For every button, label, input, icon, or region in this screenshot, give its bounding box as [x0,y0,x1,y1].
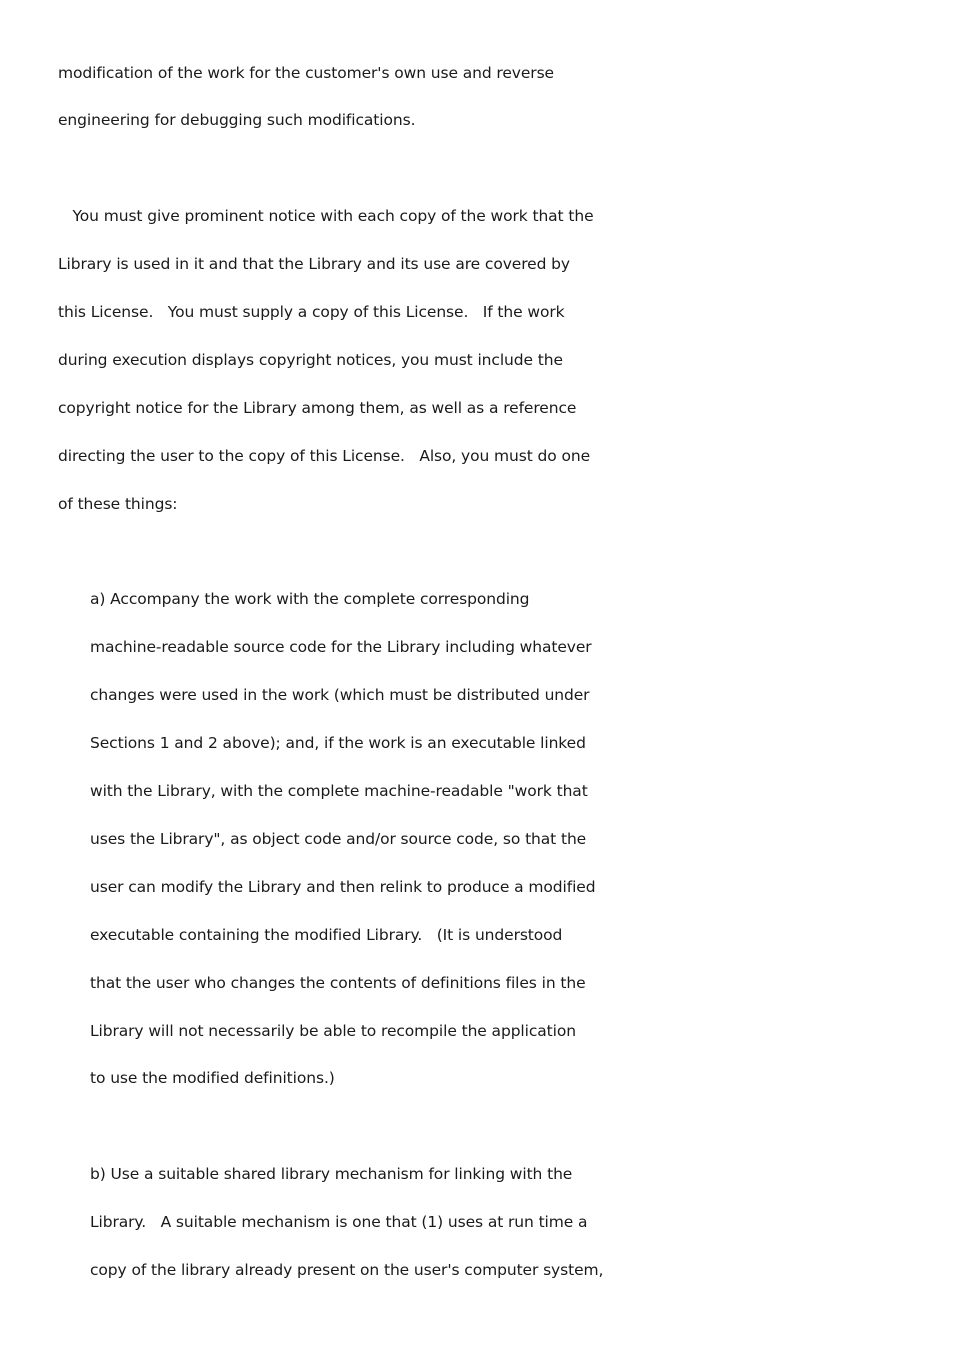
text-line: during execution displays copyright notices, you must include the [58,351,563,369]
text-line: machine-readable source code for the Library including whatever [90,638,592,656]
text-line: uses the Library", as object code and/or source code, so that the [90,830,587,848]
text-line: with the Library, with the complete machine-readable "work that [90,782,588,800]
text-line: copyright notice for the Library among them, as well as a reference [58,399,577,417]
text-line: user can modify the Library and then relink to produce a modified [90,878,596,896]
text-line: of these things: [58,495,178,513]
text-line: You must give prominent notice with each copy of the work that the [58,207,594,225]
text-line: Library is used in it and that the Library and its use are covered by [58,255,570,273]
text-line: that the user who changes the contents of definitions files in the [90,974,586,992]
text-line: to use the modified definitions.) [90,1069,335,1087]
text-line: executable containing the modified Library. (It is understood [90,926,563,944]
text-line: a) Accompany the work with the complete corresponding [90,590,530,608]
text-line: modification of the work for the customer's own use and reverse [58,64,554,82]
text-line: b) Use a suitable shared library mechanism for linking with the [90,1165,573,1183]
text-line: Library. A suitable mechanism is one that (1) uses at run time a [90,1213,588,1231]
text-line: directing the user to the copy of this License. Also, you must do one [58,447,591,465]
text-line: Library will not necessarily be able to recompile the application [90,1022,576,1040]
text-line: engineering for debugging such modifications. [58,111,416,129]
text-line: copy of the library already present on the user's computer system, [90,1261,604,1279]
text-line: changes were used in the work (which must be distributed under [90,686,590,704]
text-line: this License. You must supply a copy of this License. If the work [58,303,565,321]
text-line: Sections 1 and 2 above); and, if the work is an executable linked [90,734,586,752]
